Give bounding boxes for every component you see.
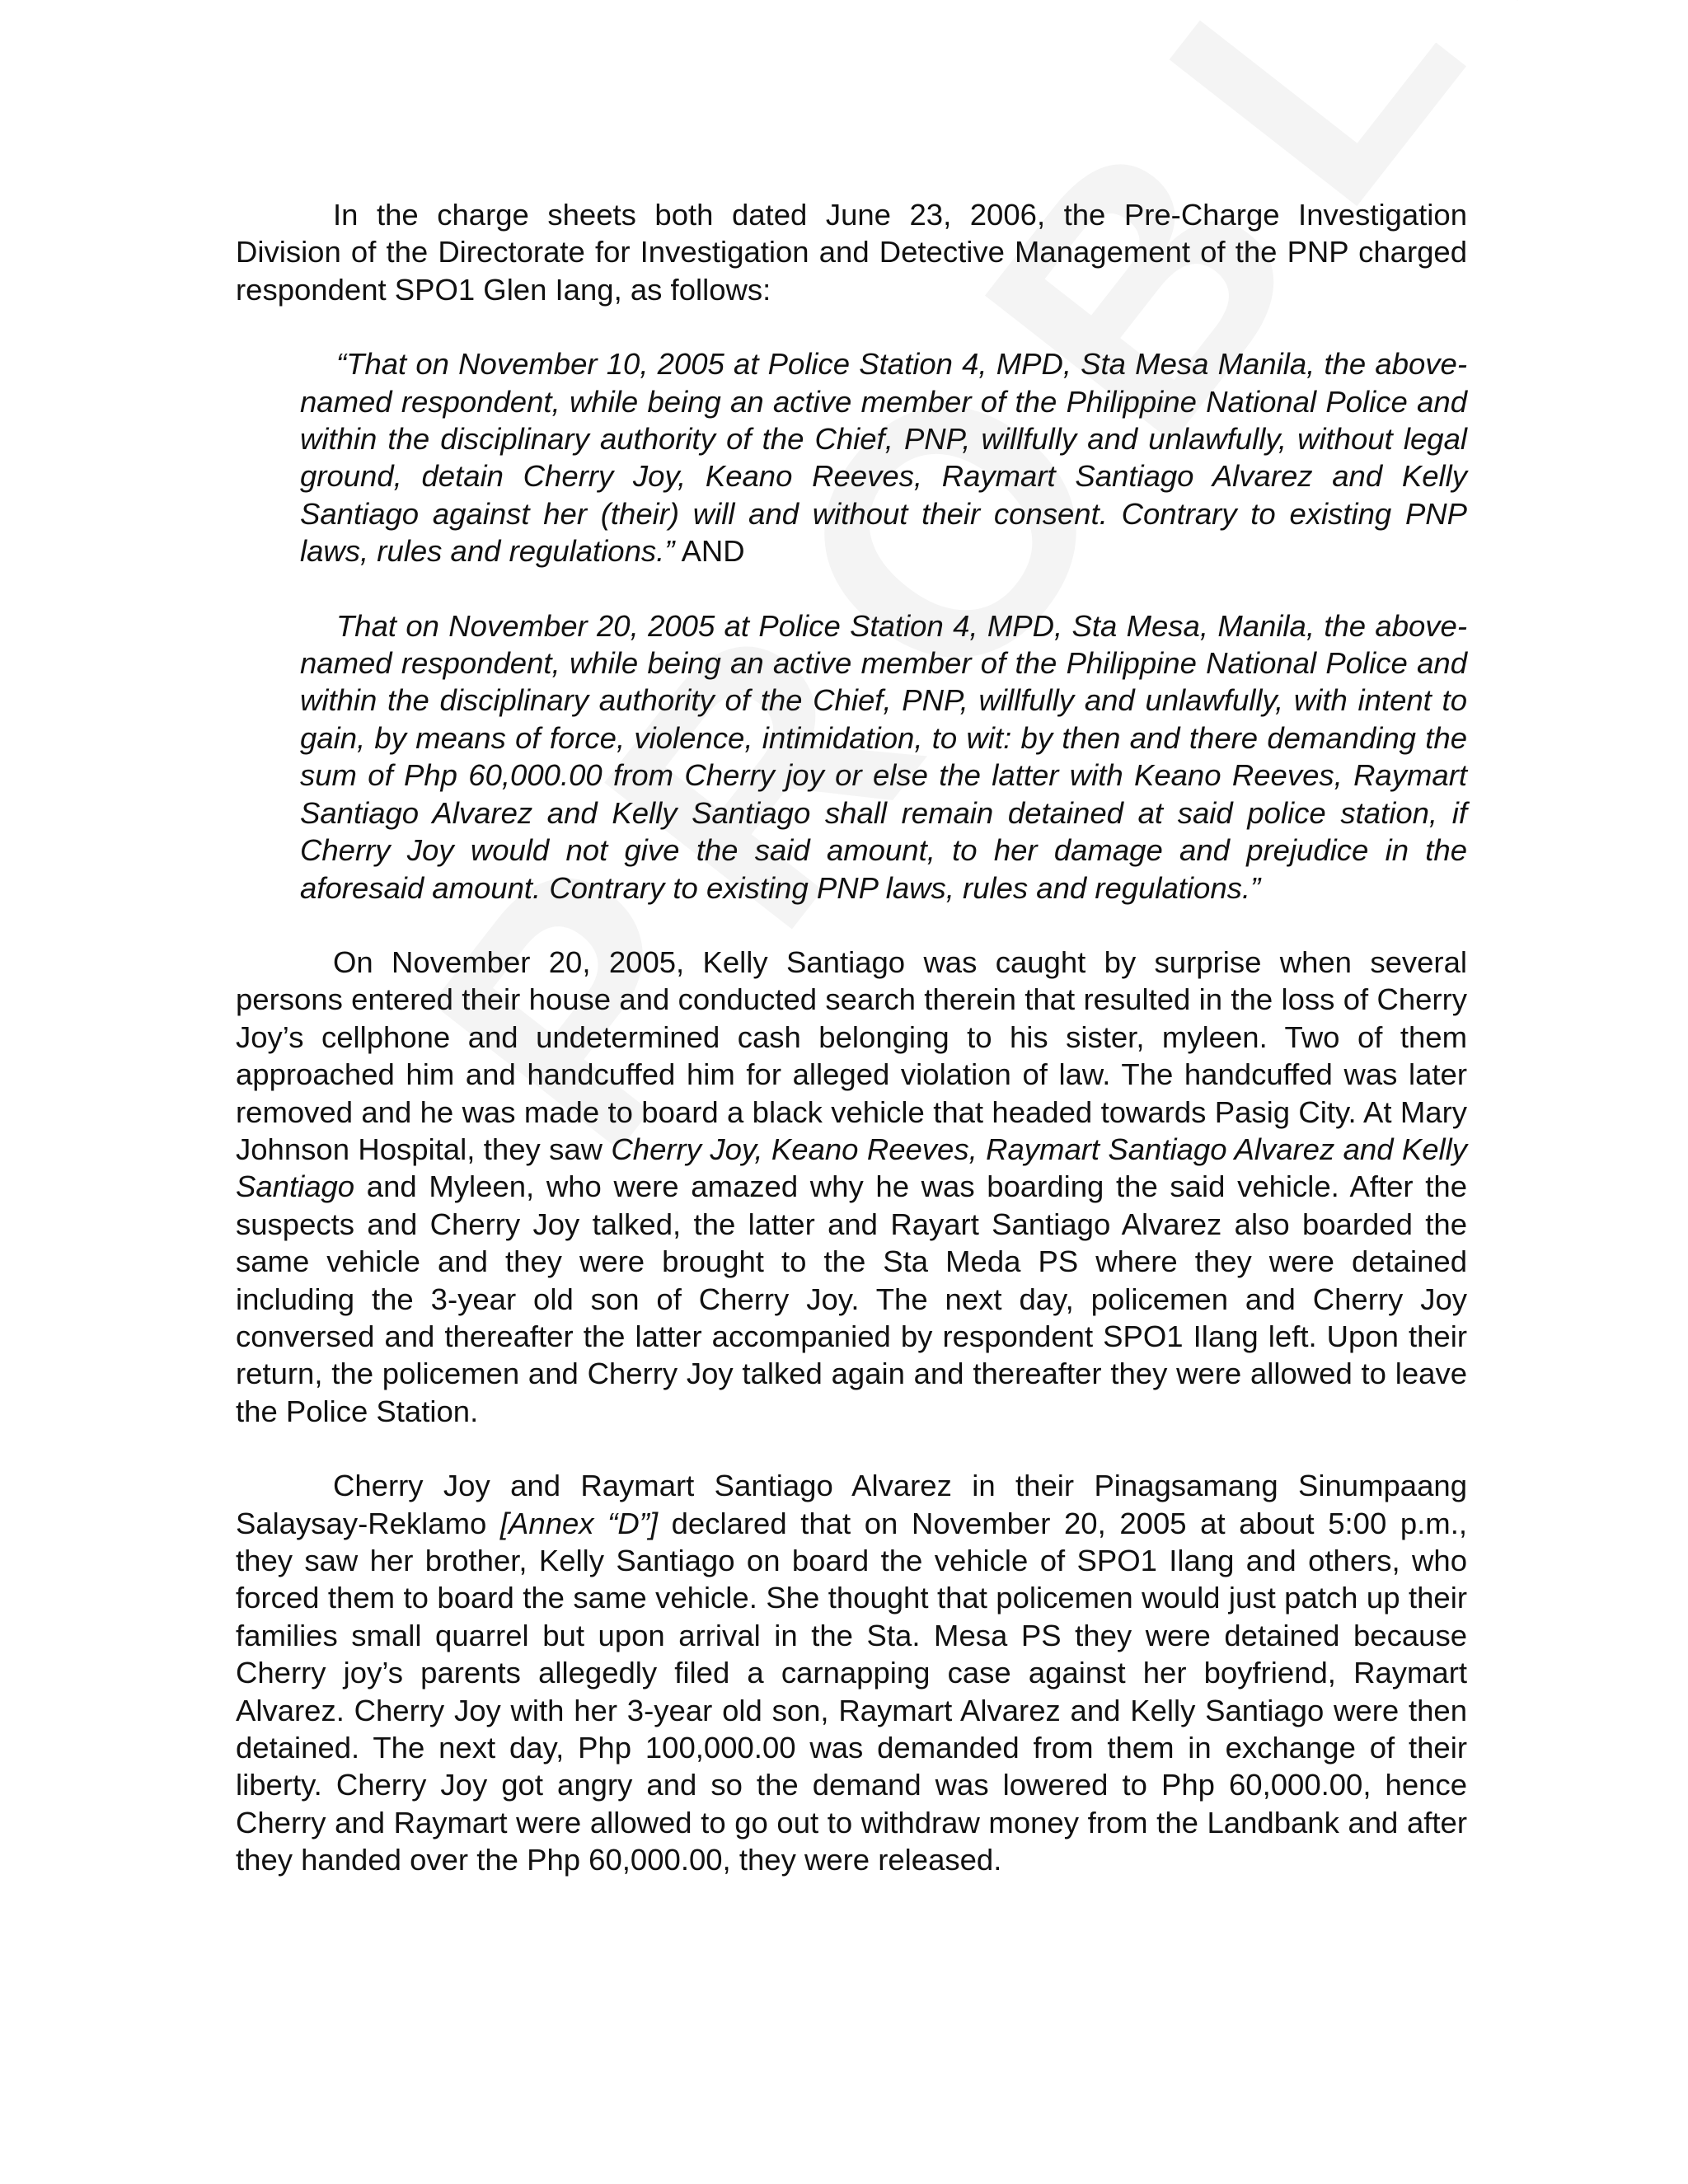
paragraph-kelly-end: and Myleen, who were amazed why he was boarding the said vehicle. After the suspects and Cherry Joy talked, the latter and Rayart Santiago Alvarez also boarded the same vehicle and they were brought to the Sta Meda PS where they were detained including the 3-year old son of Cherry Joy. The next day, policemen and Cherry Joy conversed and thereafter the latter accompanied by respondent SPO1 Ilang left. Upon their return, the policemen and Cherry Joy talked again and thereafter they were allowed to leave the Police Station. (236, 1169, 1467, 1428)
paragraph-salaysay-reklamo (236, 1467, 1467, 1878)
document-body (236, 196, 1467, 1879)
quote-charge-detention-text: “That on November 10, 2005 at Police Station 4, MPD, Sta Mesa Manila, the above-named respondent, while being an active member of the Philippine National Police and within the disciplinary authority of the Chief, PNP, willfully and unlawfully, without legal ground, detain Cherry Joy, Keano Reeves, Raymart Santiago Alvarez and Kelly Santiago against her (their) will and without their consent. Contrary to existing PNP laws, rules and regulations.” (300, 347, 1467, 569)
paragraph-salaysay-end: declared that on November 20, 2005 at about 5:00 p.m., they saw her brother, Kelly Santiago on board the vehicle of SPO1 Ilang and others, who forced them to board the same vehicle. She thought that policemen would just patch up their families small quarrel but upon arrival in the Sta. Mesa PS they were detained because Cherry joy’s parents allegedly filed a carnapping case against her boyfriend, Raymart Alvarez. Cherry Joy with her 3-year old son, Raymart Alvarez and Kelly Santiago were then detained. The next day, Php 100,000.00 was demanded from them in exchange of their liberty. Cherry Joy got angry and so the demand was lowered to Php 60,000.00, hence Cherry and Raymart were allowed to go out to withdraw money from the Landbank and after they handed over the Php 60,000.00, they were released. (236, 1506, 1467, 1877)
paragraph-kelly-start: On November 20, 2005, Kelly Santiago was caught by surprise when several persons entered their house and conducted search therein that resulted in the loss of Cherry Joy’s cellphone and undetermined cash belonging to his sister, myleen. Two of them approached him and handcuffed him for alleged violation of law. The handcuffed was later removed and he was made to board a black vehicle that headed towards Pasig City. At Mary Johnson Hospital, they saw (236, 944, 1467, 1166)
quote-charge-detention (300, 345, 1467, 569)
quote-conjunction: AND (674, 534, 745, 569)
quote-charge-robbery: That on November 20, 2005 at Police Station 4, MPD, Sta Mesa, Manila, the above-named respondent, while being an active member of the Philippine National Police and within the disciplinary authority of the Chief, PNP, willfully and unlawfully, with intent to gain, by means of force, violence, intimidation, to wit: by then and there demanding the sum of Php 60,000.00 from Cherry joy or else the latter with Keano Reeves, Raymart Santiago Alvarez and Kelly Santiago shall remain detained at said police station, if Cherry Joy would not give the said amount, to her damage and prejudice in the aforesaid amount. Contrary to existing PNP laws, rules and regulations.” (300, 608, 1467, 905)
paragraph-kelly-names: Cherry Joy, Keano Reeves, Raymart Santiago Alvarez and Kelly Santiago (236, 1132, 1468, 1204)
paragraph-charge-sheets: In the charge sheets both dated June 23, 2006, the Pre-Charge Investigation Division of the Directorate for Investigation and Detective Management of the PNP charged respondent SPO1 Glen Iang, as follows: (236, 198, 1467, 307)
annex-reference: [Annex “D”] (499, 1506, 658, 1540)
paragraph-kelly-santiago-account (236, 944, 1467, 1430)
paragraph-salaysay-start: Cherry Joy and Raymart Santiago Alvarez in their Pinagsamang Sinumpaang Salaysay-Reklamo (236, 1469, 1467, 1540)
